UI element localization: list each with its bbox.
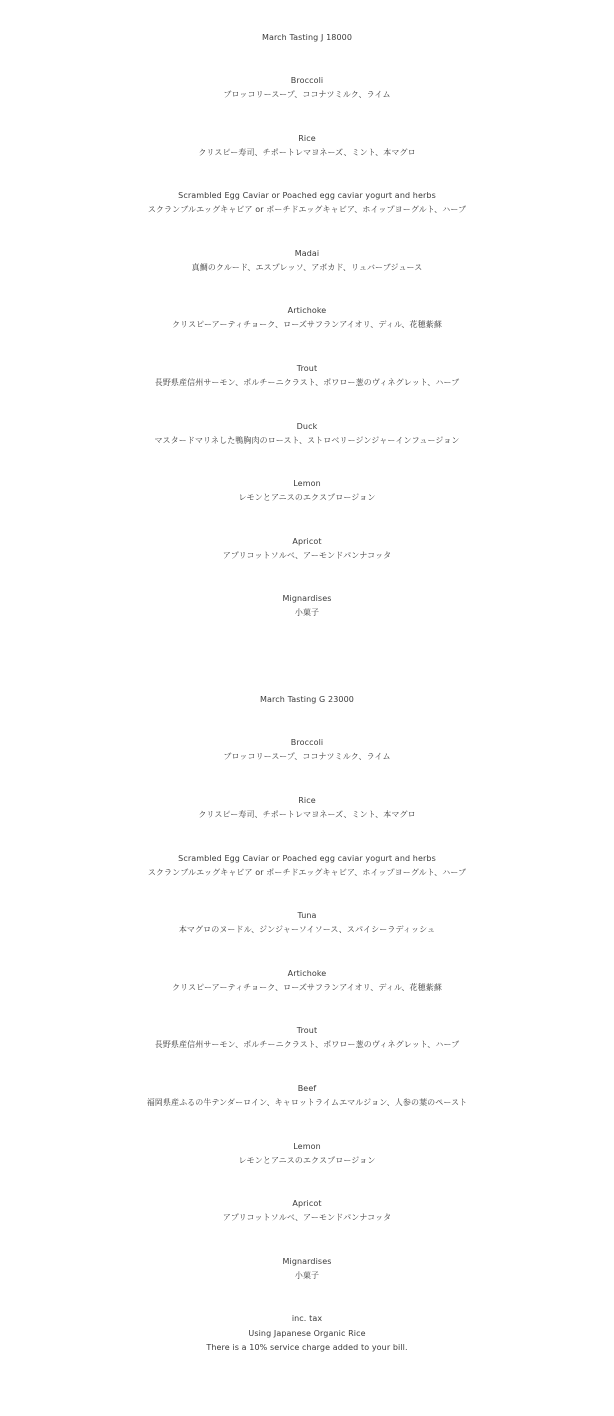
menu-j-course-5-description: クリスピーアーティチョーク、ローズサフランアイオリ、ディル、花穂紫蘇 xyxy=(172,320,442,329)
menu-g-course-6-name: Trout xyxy=(296,1026,318,1035)
menu-g-course-4-description: 本マグロのヌードル、ジンジャーソイソース、スパイシーラディッシュ xyxy=(178,925,436,934)
menu-g-course-9-name: Apricot xyxy=(292,1199,322,1208)
menu-g-course-8-name: Lemon xyxy=(293,1142,321,1151)
menu-j-title: March Tasting J 18000 xyxy=(261,33,353,42)
menu-g-course-7-description: 福岡県産ふるの牛テンダーロイン、キャロットライムエマルジョン、人参の葉のペースト xyxy=(146,1098,468,1107)
menu-j-course-3-name: Scrambled Egg Caviar or Poached egg caviar yogurt and herbs xyxy=(178,191,436,200)
menu-g-course-3-description: スクランブルエッグキャビア or ポーチドエッグキャビア、ホイップヨーグルト、ハーブ xyxy=(147,868,467,877)
menu-j-course-8-name: Lemon xyxy=(293,479,321,488)
menu-g-course-5-name: Artichoke xyxy=(287,969,327,978)
menu-j-course-5-name: Artichoke xyxy=(287,306,327,315)
menu-j-course-8-description: レモンとアニスのエクスプロージョン xyxy=(238,493,376,502)
menu-g-course-1-description: ブロッコリースープ、ココナツミルク、ライム xyxy=(223,752,391,761)
menu-g-course-1-name: Broccoli xyxy=(290,738,324,747)
menu-j-course-1-name: Broccoli xyxy=(290,76,324,85)
menu-g-course-2-name: Rice xyxy=(298,796,316,805)
menu-j-course-2-description: クリスピー寿司、チポートレマヨネーズ、ミント、本マグロ xyxy=(198,148,416,157)
menu-j-course-9-description: アプリコットソルベ、アーモンドパンナコッタ xyxy=(222,551,392,560)
menu-j-course-1-description: ブロッコリースープ、ココナツミルク、ライム xyxy=(223,90,391,99)
tax-note: inc. tax xyxy=(291,1314,323,1323)
menu-j-course-6-description: 長野県産信州サーモン、ポルチーニクラスト、ポワロー葱のヴィネグレット、ハーブ xyxy=(154,378,460,387)
menu-j-course-4-description: 真鯛のクルード、エスプレッソ、アボカド、リュバーブジュース xyxy=(191,263,423,272)
menu-j-course-6-name: Trout xyxy=(296,364,318,373)
menu-j-course-7-description: マスタードマリネした鴨胸肉のロースト、ストロベリージンジャーインフュージョン xyxy=(154,436,460,445)
menu-g-title: March Tasting G 23000 xyxy=(260,695,354,704)
menu-j-course-4-name: Madai xyxy=(294,249,320,258)
menu-j-course-9-name: Apricot xyxy=(292,537,322,546)
menu-g-course-5-description: クリスピーアーティチョーク、ローズサフランアイオリ、ディル、花穂紫蘇 xyxy=(172,983,442,992)
menu-g-course-10-name: Mignardises xyxy=(282,1257,332,1266)
menu-g-course-10-description: 小菓子 xyxy=(294,1271,320,1280)
service-charge-note: There is a 10% service charge added to your bill. xyxy=(206,1343,408,1352)
menu-g-course-8-description: レモンとアニスのエクスプロージョン xyxy=(238,1156,376,1165)
menu-j-course-2-name: Rice xyxy=(298,134,316,143)
menu-j-course-10-name: Mignardises xyxy=(282,594,332,603)
menu-g-course-9-description: アプリコットソルベ、アーモンドパンナコッタ xyxy=(222,1213,392,1222)
menu-g-course-3-name: Scrambled Egg Caviar or Poached egg caviar yogurt and herbs xyxy=(178,854,436,863)
rice-note: Using Japanese Organic Rice xyxy=(248,1329,366,1338)
menu-g-course-4-name: Tuna xyxy=(297,911,317,920)
menu-j-course-7-name: Duck xyxy=(296,422,318,431)
menu-g-course-7-name: Beef xyxy=(297,1084,317,1093)
menu-g-course-6-description: 長野県産信州サーモン、ポルチーニクラスト、ポワロー葱のヴィネグレット、ハーブ xyxy=(154,1040,460,1049)
menu-g-course-2-description: クリスピー寿司、チポートレマヨネーズ、ミント、本マグロ xyxy=(198,810,416,819)
menu-j-course-10-description: 小菓子 xyxy=(294,608,320,617)
menu-j-course-3-description: スクランブルエッグキャビア or ポーチドエッグキャビア、ホイップヨーグルト、ハーブ xyxy=(147,205,467,214)
